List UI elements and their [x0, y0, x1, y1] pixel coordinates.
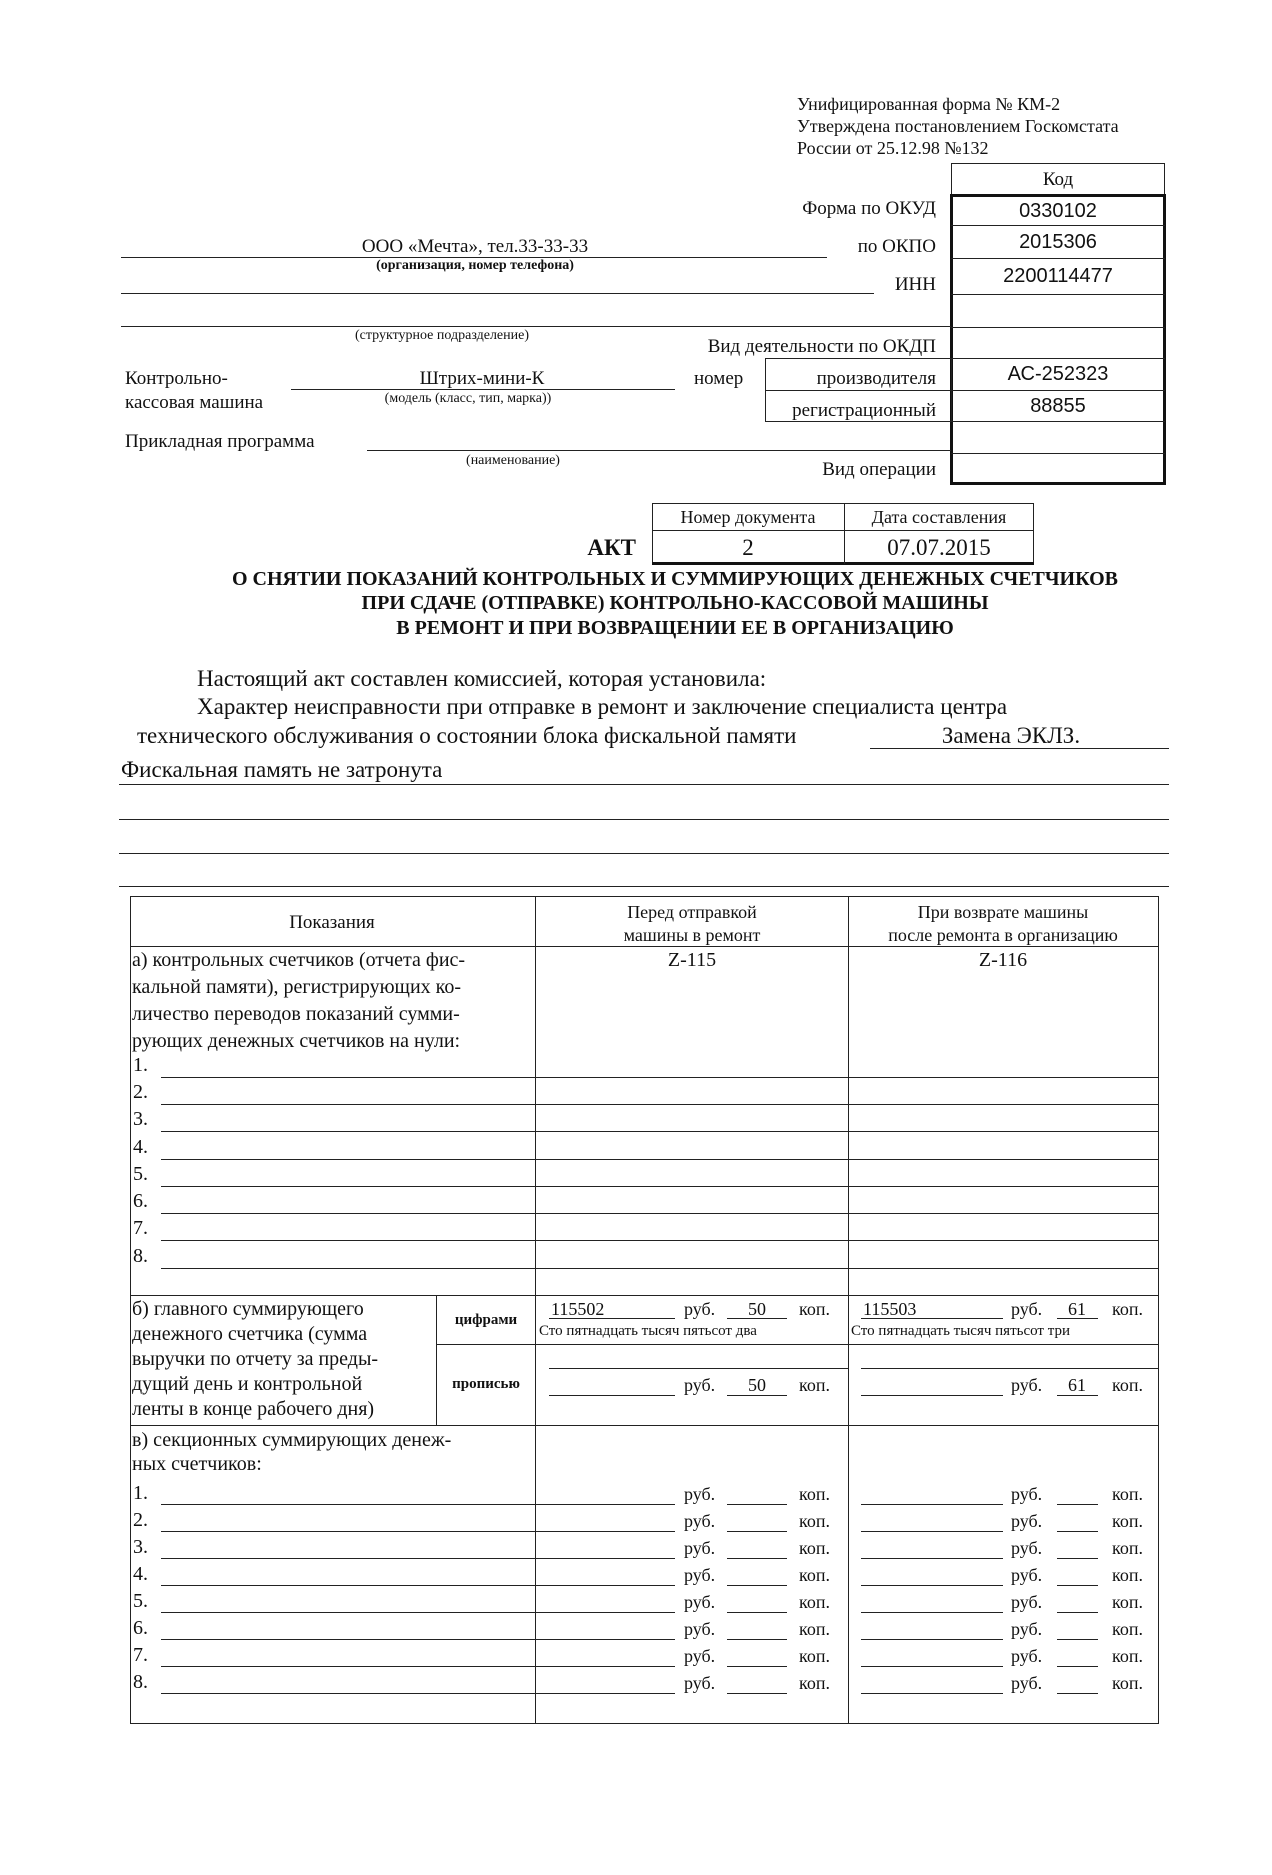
doc-date-value[interactable]: 07.07.2015 [887, 535, 991, 560]
kop-label: коп. [799, 1619, 830, 1639]
rule-line [765, 390, 952, 391]
rule-line [549, 1368, 848, 1369]
rule-line [436, 1295, 437, 1425]
program-caption[interactable]: (наименование) [466, 453, 560, 468]
okpo-label: по ОКПО [857, 236, 936, 257]
rub-label: руб. [684, 1511, 716, 1531]
kop-label: коп. [1112, 1375, 1143, 1395]
rule-line [951, 225, 1165, 226]
section-c-line-1: в) секционных суммирующих денеж- [132, 1429, 452, 1451]
organization-caption: (организация, номер телефона) [376, 258, 574, 273]
rub-label: руб. [1011, 1565, 1043, 1585]
section-c-rub-after-field[interactable] [861, 1612, 1003, 1613]
section-c-rub-after-field[interactable] [861, 1585, 1003, 1586]
section-b-line-4: дущий день и контрольной [132, 1373, 363, 1395]
header-after-2: после ремонта в организацию [888, 925, 1118, 945]
rule-line [119, 886, 1169, 887]
kop-label: коп. [1112, 1484, 1143, 1504]
section-c-rub-after-field[interactable] [861, 1558, 1003, 1559]
rule-line [951, 327, 1165, 328]
section-a-row-line[interactable] [161, 1077, 1159, 1078]
number-label: номер [694, 368, 744, 389]
b-after-rub-value[interactable]: 115503 [863, 1299, 917, 1319]
division-caption: (структурное подразделение) [354, 328, 530, 343]
row-number: 8. [133, 1671, 148, 1693]
kop-label: коп. [799, 1299, 830, 1319]
header-before-1: Перед отправкой [627, 902, 757, 922]
b-after-words[interactable]: Сто пятнадцать тысяч пятьсот три [851, 1323, 1070, 1339]
okpo-value: 2015306 [1019, 231, 1097, 253]
section-c-kop-after-field[interactable] [1057, 1693, 1098, 1694]
rule-line [861, 1368, 1159, 1369]
rule-line [951, 358, 1165, 359]
row-number: 4. [133, 1563, 148, 1585]
section-a-before-value[interactable]: Z-115 [667, 949, 717, 971]
header-readings: Показания [289, 912, 375, 933]
section-c-kop-after-field[interactable] [1057, 1531, 1098, 1532]
section-a-row-line[interactable] [161, 1104, 1159, 1105]
form-line-2: Утверждена постановлением Госкомстата [797, 116, 1119, 136]
section-c-kop-before-field[interactable] [727, 1639, 787, 1640]
section-a-line-1: а) контрольных счетчиков (отчета фис- [132, 949, 466, 971]
section-a-row-line[interactable] [161, 1159, 1159, 1160]
section-a-row-line[interactable] [161, 1213, 1159, 1214]
rub-label: руб. [1011, 1619, 1043, 1639]
conclusion-value[interactable]: Фискальная память не затронута [121, 757, 443, 782]
kop-label: коп. [799, 1511, 830, 1531]
kkm-model-value[interactable]: Штрих-мини-К [419, 368, 545, 389]
rule-line [652, 562, 1034, 565]
rule-line [861, 1318, 1003, 1319]
section-a-line-2: кальной памяти), регистрирующих ко- [132, 976, 462, 998]
header-before-2: машины в ремонт [623, 925, 761, 945]
b-before-kop-value[interactable]: 50 [748, 1299, 766, 1319]
row-number: 3. [133, 1108, 148, 1130]
b-before-words-kop[interactable]: 50 [748, 1375, 766, 1395]
manufacturer-label: производителя [816, 368, 936, 389]
section-a-row-line[interactable] [161, 1131, 1159, 1132]
body-line-1: Настоящий акт составлен комиссией, которая установила: [197, 666, 767, 691]
kop-label: коп. [799, 1565, 830, 1585]
inn-label: ИНН [894, 274, 936, 295]
section-a-row-line[interactable] [161, 1240, 1159, 1241]
row-number: 7. [133, 1217, 148, 1239]
row-number: 5. [133, 1590, 148, 1612]
section-c-rub-before-field[interactable] [161, 1558, 675, 1559]
kop-label: коп. [1112, 1511, 1143, 1531]
row-number: 4. [133, 1136, 148, 1158]
kop-label: коп. [799, 1538, 830, 1558]
rub-label: руб. [684, 1484, 716, 1504]
section-c-kop-after-field[interactable] [1057, 1504, 1098, 1505]
rule-line [848, 896, 849, 1724]
rub-label: руб. [684, 1565, 716, 1585]
title-line-2: ПРИ СДАЧЕ (ОТПРАВКЕ) КОНТРОЛЬНО-КАССОВОЙ МАШИНЫ [361, 592, 989, 614]
kkm-caption: (модель (класс, тип, марка)) [384, 391, 552, 406]
rule-line [861, 1395, 1003, 1396]
row-number: 1. [133, 1482, 148, 1504]
kop-label: коп. [1112, 1299, 1143, 1319]
section-c-kop-before-field[interactable] [727, 1504, 787, 1505]
row-number: 8. [133, 1245, 148, 1267]
section-a-line-3: личество переводов показаний сумми- [132, 1003, 460, 1025]
words-label: прописью [452, 1376, 520, 1392]
section-c-kop-after-field[interactable] [1057, 1666, 1098, 1667]
kop-label: коп. [1112, 1673, 1143, 1693]
section-c-rub-before-field[interactable] [161, 1612, 675, 1613]
row-number: 7. [133, 1644, 148, 1666]
rub-label: руб. [1011, 1592, 1043, 1612]
section-b-line-3: выручки по отчету за преды- [132, 1348, 379, 1370]
kkm-label-2: кассовая машина [125, 392, 264, 413]
code-title: Код [1042, 169, 1074, 190]
rule-line [130, 1295, 1159, 1296]
okdp-label: Вид деятельности по ОКДП [707, 336, 936, 357]
rule-line [291, 389, 675, 390]
fault-value[interactable]: Замена ЭКЛЗ. [941, 723, 1081, 748]
rule-line [870, 748, 1169, 749]
b-before-words[interactable]: Сто пятнадцать тысяч пятьсот два [539, 1323, 757, 1339]
row-number: 3. [133, 1536, 148, 1558]
section-c-rub-before-field[interactable] [161, 1531, 675, 1532]
body-line-3: технического обслуживания о состоянии блока фискальной памяти [137, 723, 797, 748]
section-c-rub-after-field[interactable] [861, 1639, 1003, 1640]
section-c-kop-after-field[interactable] [1057, 1585, 1098, 1586]
section-a-after-value[interactable]: Z-116 [978, 949, 1028, 971]
section-c-kop-before-field[interactable] [727, 1693, 787, 1694]
section-b-line-1: б) главного суммирующего [132, 1298, 364, 1320]
section-b-line-5: ленты в конце рабочего дня) [132, 1398, 375, 1420]
section-c-line-2: ных счетчиков: [132, 1453, 262, 1475]
kop-label: коп. [1112, 1619, 1143, 1639]
title-line-3: В РЕМОНТ И ПРИ ВОЗВРАЩЕНИИ ЕЕ В ОРГАНИЗАЦИЮ [396, 617, 954, 639]
section-c-rub-after-field[interactable] [861, 1531, 1003, 1532]
kop-label: коп. [799, 1646, 830, 1666]
kop-label: коп. [799, 1592, 830, 1612]
section-b-line-2: денежного счетчика (сумма [132, 1323, 368, 1345]
section-a-line-4: рующих денежных счетчиков на нули: [132, 1030, 461, 1052]
row-number: 6. [133, 1190, 148, 1212]
rule-line [844, 503, 845, 564]
rub-label: руб. [1011, 1511, 1043, 1531]
form-line-1: Унифицированная форма № КМ-2 [797, 94, 1061, 114]
kkm-label-1: Контрольно- [125, 368, 228, 389]
row-number: 2. [133, 1509, 148, 1531]
section-c-kop-before-field[interactable] [727, 1612, 787, 1613]
rub-label: руб. [1011, 1646, 1043, 1666]
section-c-rub-after-field[interactable] [861, 1504, 1003, 1505]
rule-line [1057, 1395, 1098, 1396]
rub-label: руб. [684, 1375, 716, 1395]
rub-label: руб. [684, 1619, 716, 1639]
section-c-kop-after-field[interactable] [1057, 1612, 1098, 1613]
kop-label: коп. [1112, 1592, 1143, 1612]
row-number: 5. [133, 1163, 148, 1185]
kop-label: коп. [799, 1484, 830, 1504]
rule-line [951, 421, 1165, 422]
rule-line [549, 1395, 675, 1396]
doc-date-label: Дата составления [871, 507, 1007, 527]
rub-label: руб. [684, 1673, 716, 1693]
section-c-kop-before-field[interactable] [727, 1558, 787, 1559]
rule-line [119, 819, 1169, 820]
rule-line [436, 1344, 1159, 1345]
section-c-kop-before-field[interactable] [727, 1585, 787, 1586]
kop-label: коп. [1112, 1538, 1143, 1558]
rule-line [951, 453, 1165, 454]
rule-line [951, 294, 1165, 295]
rub-label: руб. [684, 1299, 716, 1319]
section-a-row-line[interactable] [161, 1268, 1159, 1269]
organization-value[interactable]: ООО «Мечта», тел.33-33-33 [361, 236, 589, 257]
section-c-kop-before-field[interactable] [727, 1531, 787, 1532]
rule-line [121, 326, 951, 327]
kop-label: коп. [1112, 1646, 1143, 1666]
program-label: Прикладная программа [125, 431, 315, 452]
rub-label: руб. [1011, 1538, 1043, 1558]
rule-line [549, 1318, 675, 1319]
section-c-kop-before-field[interactable] [727, 1666, 787, 1667]
body-line-2: Характер неисправности при отправке в ремонт и заключение специалиста центра [197, 694, 1008, 719]
rub-label: руб. [684, 1592, 716, 1612]
section-c-rub-before-field[interactable] [161, 1693, 675, 1694]
rule-line [652, 530, 1034, 531]
rub-label: руб. [1011, 1299, 1043, 1319]
section-a-row-line[interactable] [161, 1186, 1159, 1187]
okud-value: 0330102 [1019, 200, 1097, 222]
header-after-1: При возврате машины [917, 902, 1089, 922]
manufacturer-number-value: АС-252323 [1007, 363, 1109, 385]
digits-label: цифрами [454, 1312, 518, 1328]
section-c-kop-after-field[interactable] [1057, 1558, 1098, 1559]
rule-line [121, 293, 874, 294]
rule-line [951, 258, 1165, 259]
okud-label: Форма по ОКУД [802, 198, 936, 219]
rule-line [727, 1318, 787, 1319]
section-c-rub-before-field[interactable] [161, 1585, 675, 1586]
section-c-kop-after-field[interactable] [1057, 1639, 1098, 1640]
b-before-rub-value[interactable]: 115502 [551, 1299, 605, 1319]
kop-label: коп. [799, 1673, 830, 1693]
doc-number-value[interactable]: 2 [742, 535, 754, 560]
row-number: 6. [133, 1617, 148, 1639]
kop-label: коп. [1112, 1565, 1143, 1585]
section-c-rub-before-field[interactable] [161, 1504, 675, 1505]
inn-value: 2200114477 [1003, 265, 1113, 287]
registration-number-value: 88855 [1030, 395, 1086, 417]
section-c-rub-after-field[interactable] [861, 1666, 1003, 1667]
row-number: 1. [133, 1054, 148, 1076]
rule-line [367, 450, 951, 451]
rub-label: руб. [1011, 1375, 1043, 1395]
rub-label: руб. [1011, 1673, 1043, 1693]
row-number: 2. [133, 1081, 148, 1103]
rub-label: руб. [1011, 1484, 1043, 1504]
b-after-kop-value[interactable]: 61 [1068, 1299, 1086, 1319]
b-after-words-kop[interactable]: 61 [1068, 1375, 1086, 1395]
rub-label: руб. [684, 1538, 716, 1558]
form-line-3: России от 25.12.98 №132 [797, 138, 989, 158]
rule-line [119, 784, 1169, 785]
section-c-rub-before-field[interactable] [161, 1639, 675, 1640]
rule-line [130, 1425, 1159, 1426]
rule-line [130, 946, 1159, 947]
section-c-rub-before-field[interactable] [161, 1666, 675, 1667]
act-heading: АКТ [587, 535, 636, 560]
rule-line [1057, 1318, 1098, 1319]
rule-line [727, 1395, 787, 1396]
doc-number-label: Номер документа [680, 507, 816, 527]
operation-label: Вид операции [822, 459, 936, 480]
rule-line [951, 390, 1165, 391]
rule-line [119, 853, 1169, 854]
rub-label: руб. [684, 1646, 716, 1666]
section-c-rub-after-field[interactable] [861, 1693, 1003, 1694]
rule-line [535, 896, 536, 1724]
registration-label: регистрационный [792, 400, 936, 421]
kop-label: коп. [799, 1375, 830, 1395]
title-line-1: О СНЯТИИ ПОКАЗАНИЙ КОНТРОЛЬНЫХ И СУММИРУЮЩИХ ДЕНЕЖНЫХ СЧЕТЧИКОВ [231, 568, 1119, 590]
